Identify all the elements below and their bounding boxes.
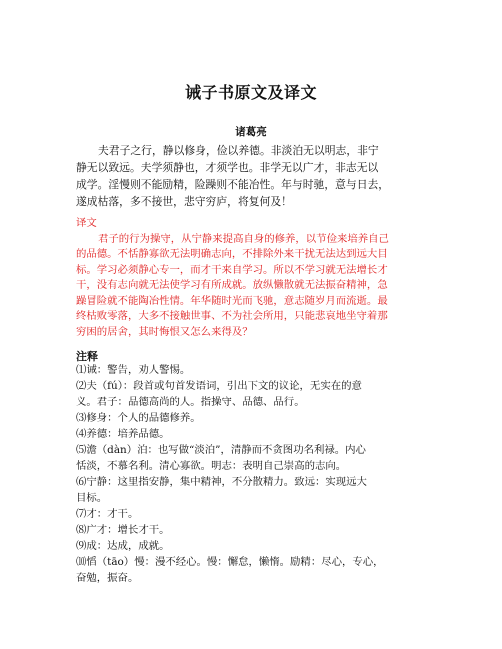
author-name: 诸葛亮 — [235, 126, 267, 138]
translation-line: 的品德。不恬静寡欲无法明确志向，不排除外来干扰无法达到远大目 — [76, 248, 388, 260]
note-line: ⑵夫（fú）：段首或句首发语词，引出下文的议论，无实在的意 — [76, 380, 362, 392]
note-line: ⑷养德：培养品德。 — [76, 428, 170, 440]
translation-section — [76, 216, 428, 340]
note-line: 恬淡，不慕名利。清心寡欲。明志：表明自己崇高的志向。 — [76, 460, 347, 472]
original-line: 遂成枯落，多不接世，悲守穷庐，将复何及！ — [76, 195, 292, 208]
note-line: 义。君子：品德高尚的人。指操守、品德、品行。 — [76, 396, 305, 408]
translation-line: 干，没有志向就无法使学习有所成就。放纵懒散就无法振奋精神，急 — [76, 279, 388, 291]
translation-line: 躁冒险就不能陶冶性情。年华随时光而飞驰，意志随岁月而流逝。最 — [76, 294, 388, 307]
notes-list — [76, 362, 436, 586]
translation-line: 标。学习必须静心专一，而才干来自学习。所以不学习就无法增长才 — [76, 263, 388, 276]
note-line: ⑼成：达成，成就。 — [76, 540, 170, 552]
translation-line: 穷困的居舍，其时悔恨又怎么来得及？ — [76, 325, 253, 338]
original-line: 静无以致远。夫学须静也，才须学也。非学无以广才，非志无以 — [76, 161, 379, 174]
translation-line: 终枯败零落，大多不接触世事、不为社会所用，只能悲哀地坐守着那 — [76, 310, 388, 322]
note-line: 目标。 — [76, 492, 108, 504]
original-text — [76, 142, 428, 210]
document-title: 诫子书原文及译文 — [184, 83, 317, 102]
note-line: ⑶修身：个人的品德修养。 — [76, 412, 201, 424]
original-line: 夫君子之行，静以修身，俭以养德。非淡泊无以明志，非宁 — [98, 144, 379, 157]
note-line: ⑸澹（dàn）泊：也写做“淡泊”，清静而不贪图功名利禄。内心 — [76, 444, 366, 456]
note-line: ⑻广才：增长才干。 — [76, 524, 170, 536]
translation-line: 君子的行为操守，从宁静来提高自身的修养，以节俭来培养自己 — [98, 232, 389, 245]
note-line: ⑽慆（tāo）慢：漫不经心。慢：懈怠，懒惰。励精：尽心，专心， — [76, 556, 384, 568]
note-line: ⑺才：才干。 — [76, 508, 139, 520]
notes-heading: 注释 — [76, 350, 98, 363]
note-line: ⑹宁静：这里指安静，集中精神，不分散精力。致远：实现远大 — [76, 476, 367, 488]
note-line: 奋勉，振奋。 — [76, 572, 139, 584]
translation-label: 译文 — [76, 217, 97, 229]
original-line: 成学。淫慢则不能励精，险躁则不能冶性。年与时驰，意与日去， — [76, 178, 390, 191]
note-line: ⑴诫：警告，劝人警惕。 — [76, 364, 191, 376]
